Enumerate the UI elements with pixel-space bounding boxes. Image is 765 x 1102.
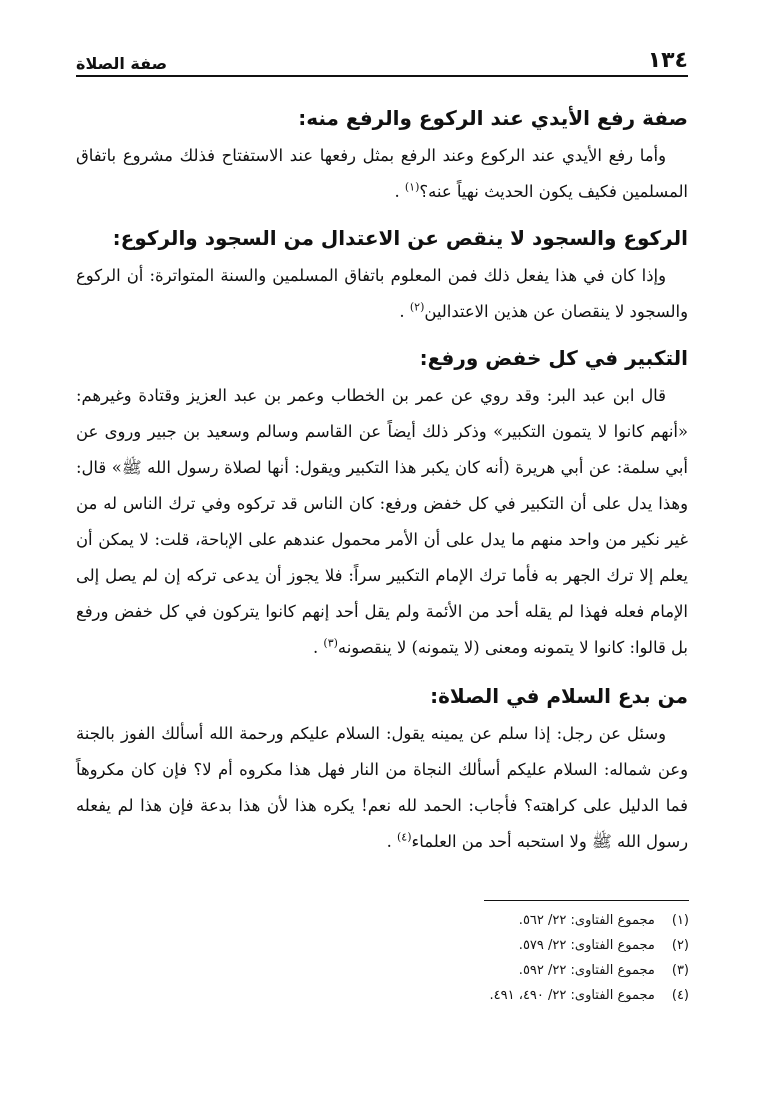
main-text: [76, 96, 688, 860]
section-raising-hands: [76, 98, 688, 210]
footnote-ref: (٣): [323, 636, 338, 650]
paragraph-text: وأما رفع الأيدي عند الركوع وعند الرفع بمثل رفعها عند الاستفتاح فذلك مشروع باتفاق المسلمين فكيف يكون الحديث نهياً عنه؟: [76, 146, 688, 201]
running-title: صفة الصلاة: [76, 54, 168, 73]
footnote-number: (١): [671, 913, 689, 928]
paragraph-end: .: [386, 832, 392, 851]
page-header: [76, 38, 688, 72]
section-salam-innovations: [76, 676, 688, 860]
footnote-text: مجموع الفتاوى: ٢٢/ ٥٩٢.: [518, 963, 655, 978]
paragraph-end: .: [312, 638, 319, 657]
footnote-rule: [484, 900, 689, 901]
paragraph-text: وسئل عن رجل: إذا سلم عن يمينه يقول: السلام عليكم ورحمة الله أسألك الفوز بالجنة وعن شماله: السلام عليكم أسألك النجاة من النار فهل هذا مكروه أم لا؟ فإن كان مكروهاً فما الدليل على كراهته؟ فأجاب: الحمد لله نعم! يكره هذا لأن هذا بدعة فإن هذا لم يفعله رسول الله ﷺ ولا استحبه أحد من العلماء: [76, 724, 688, 851]
footnote-number: (٣): [671, 963, 689, 978]
paragraph-end: .: [399, 302, 405, 321]
footnote-number: (٤): [671, 988, 689, 1003]
footnotes: [77, 908, 689, 1008]
section-paragraph: [76, 138, 688, 210]
section-heading: من بدع السلام في الصلاة:: [430, 684, 688, 708]
footnote-item: [77, 958, 689, 983]
section-heading: الركوع والسجود لا ينقص عن الاعتدال من السجود والركوع:: [112, 226, 688, 250]
section-paragraph: [76, 716, 688, 860]
footnote-ref: (١): [404, 180, 420, 194]
footnote-ref: (٢): [409, 300, 425, 314]
section-ruku-sujud: [76, 218, 688, 330]
footnote-number: (٢): [671, 938, 689, 953]
footnote-ref: (٤): [397, 830, 412, 844]
page-number: ١٣٤: [647, 48, 688, 73]
section-paragraph: [76, 258, 688, 330]
section-heading: التكبير في كل خفض ورفع:: [419, 346, 688, 370]
footnote-item: [77, 983, 689, 1008]
footnote-text: مجموع الفتاوى: ٢٢/ ٥٧٩.: [518, 938, 655, 953]
footnote-item: [77, 908, 689, 933]
section-heading: صفة رفع الأيدي عند الركوع والرفع منه:: [298, 106, 688, 130]
paragraph-end: .: [394, 182, 400, 201]
header-rule: [76, 75, 688, 77]
section-takbir: [76, 338, 688, 666]
paragraph-text: قال ابن عبد البر: وقد روي عن عمر بن الخطاب وعمر بن عبد العزيز وقتادة وغيرهم: «أنهم كانوا لا يتمون التكبير» وذكر ذلك أيضاً عن القاسم وسالم وسعيد بن جبير وروى عن أبي سلمة: عن أبي هريرة (أنه كان يكبر هذا التكبير ويقول: أنها لصلاة رسول الله ﷺ» قال: وهذا يدل على أن التكبير في كل خفض ورفع: كان الناس قد تركوه وفي ترك الناس له من غير نكير من واحد منهم ما يدل على أن الأمر محمول عندهم على الإباحة، قلت: لا يمكن أن يعلم إلا ترك الجهر به فأما ترك الإمام التكبير سراً: فلا يجوز أن يدعى تركه إن لم يصل إلى الإمام فعله فهذا لم يقله أحد من الأئمة ولم يقل أحد إنهم كانوا يتركون في كل خفض ورفع بل قالوا: كانوا لا يتمونه ومعنى (لا يتمونه) لا ينقصونه: [76, 386, 688, 657]
section-paragraph: [76, 378, 688, 666]
footnote-text: مجموع الفتاوى: ٢٢/ ٥٦٢.: [518, 913, 655, 928]
footnote-item: [77, 933, 689, 958]
footnote-text: مجموع الفتاوى: ٢٢/ ٤٩٠، ٤٩١.: [489, 988, 655, 1003]
paragraph-text: وإذا كان في هذا يفعل ذلك فمن المعلوم باتفاق المسلمين والسنة المتواترة: أن الركوع والسجود لا ينقصان عن هذين الاعتدالين: [76, 266, 688, 321]
